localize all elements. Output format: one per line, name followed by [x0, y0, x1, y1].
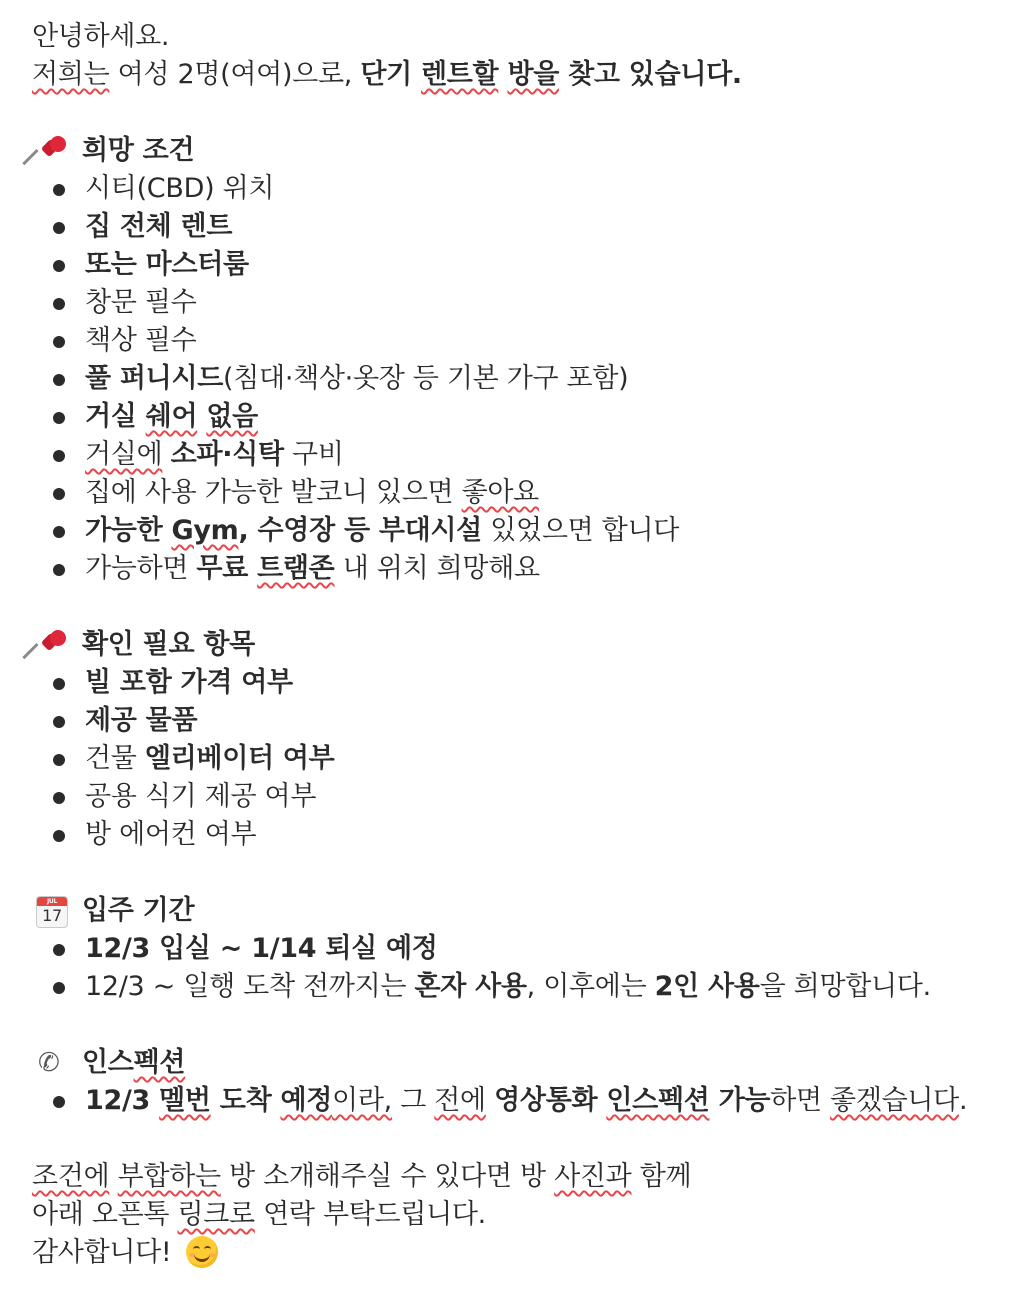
pushpin-icon: [32, 626, 72, 664]
list-item-text: 공용 식기 제공 여부: [85, 781, 317, 812]
list-item-text: 가능하면: [85, 553, 197, 584]
thanks-text: 감사합니다!: [32, 1237, 172, 1268]
list-item-text: 하면: [770, 1085, 831, 1116]
closing-text: 연락 부탁드립니다.: [254, 1199, 486, 1230]
list-item-text: 을 희망합니다.: [759, 971, 931, 1002]
list-item-text: 내 위치 희망해요: [334, 553, 540, 584]
list-item-text: 있었으면 합니다: [481, 515, 680, 546]
list-item-text: (침대·책상·옷장 등 기본 가구 포함): [223, 363, 629, 394]
list-item-text: [162, 439, 170, 470]
calendar-icon: [32, 892, 72, 930]
closing-text: 조건에: [32, 1161, 110, 1192]
closing-text: 부합하는: [117, 1161, 221, 1192]
list-item-text: 도착: [210, 1085, 281, 1116]
list-item-text: 무료: [196, 553, 258, 584]
list-item-text: [486, 1085, 494, 1116]
list-item-text: 12/3: [85, 1085, 160, 1116]
list-item-text: , 수영장 등 부대시설: [238, 515, 482, 546]
closing-text: [109, 1161, 117, 1192]
conditions-title: 희망 조건: [82, 135, 195, 166]
intro-emphasis: 방을: [507, 59, 560, 90]
list-item: [32, 664, 1014, 702]
list-item-text: 멜번: [159, 1085, 211, 1116]
list-item-text: 전에: [434, 1085, 486, 1116]
intro-emphasis: 렌트할: [420, 59, 499, 90]
list-item: [32, 284, 1014, 322]
period-heading: [32, 892, 1014, 930]
list-item-text: 책상 필수: [85, 325, 197, 356]
inspection-title: [82, 1044, 185, 1082]
list-item-text: 또는 마스터룸: [85, 249, 249, 280]
list-item-text: , 이후에는: [526, 971, 655, 1002]
list-item-text: 풀 퍼니시드: [85, 363, 224, 394]
closing-line: [32, 1234, 1014, 1272]
list-item-text: 창문 필수: [85, 287, 197, 318]
list-item-text: 예정: [280, 1085, 333, 1116]
list-item: [32, 360, 1014, 398]
list-item-text: 엘리베이터 여부: [144, 743, 335, 774]
list-item: [32, 170, 1014, 208]
list-item: [32, 436, 1014, 474]
list-item-text: 방 에어컨 여부: [85, 819, 257, 850]
list-item-text: 거실에: [85, 439, 163, 470]
list-item-text: 인스펙션: [606, 1085, 710, 1116]
list-item-text: 가능한: [85, 515, 172, 546]
check-heading: [32, 626, 1014, 664]
conditions-list: [32, 170, 1014, 588]
list-item-text: 2인 사용: [654, 971, 760, 1002]
pushpin-icon: [32, 132, 72, 170]
check-list: [32, 664, 1014, 854]
closing-line: [32, 1196, 1014, 1234]
list-item: [32, 208, 1014, 246]
list-item-text: 트램존: [257, 553, 335, 584]
list-item-text: 혼자 사용: [414, 971, 527, 1002]
list-item-text: 제공 물품: [85, 705, 198, 736]
list-item-text: 집에 사용 가능한 발코니 있으면: [85, 477, 462, 508]
greeting-line: [32, 18, 1014, 56]
list-item-text: 가능: [709, 1085, 771, 1116]
list-item: [32, 778, 1014, 816]
list-item-text: 이라,: [332, 1085, 392, 1116]
list-item-text: 그: [391, 1085, 435, 1116]
list-item-text: 건물: [85, 743, 145, 774]
list-item: [32, 474, 1014, 512]
list-item: [32, 550, 1014, 588]
closing-text: 사진과: [554, 1161, 632, 1192]
list-item-text: 12/3 ~ 일행 도착 전까지는: [85, 971, 415, 1002]
period-title: 입주 기간: [82, 895, 195, 926]
list-item-text: 시티(CBD) 위치: [85, 173, 275, 204]
intro-text: 여성 2명(여여)으로,: [109, 59, 361, 90]
list-item: [32, 702, 1014, 740]
list-item-text: 영상통화: [494, 1085, 607, 1116]
list-item-text: 구비: [283, 439, 344, 470]
list-item: [32, 930, 1014, 968]
phone-icon: ✆: [38, 1048, 60, 1078]
list-item: [32, 740, 1014, 778]
calendar-day: 17: [42, 906, 62, 925]
period-list: [32, 930, 1014, 1006]
inspection-title-part: 인스: [82, 1047, 134, 1078]
check-title: 확인 필요 항목: [82, 629, 255, 660]
list-item-text: [197, 401, 206, 432]
list-item-text: Gym: [171, 515, 239, 546]
list-item-text: 좋겠습니다: [830, 1085, 959, 1116]
greeting-text: 안녕하세요.: [32, 21, 170, 52]
list-item: [32, 1082, 1014, 1120]
intro-emphasis: 찾고 있습니다.: [559, 59, 742, 90]
list-item: [32, 246, 1014, 284]
list-item: [32, 322, 1014, 360]
list-item-text: 12/3 입실 ~ 1/14 퇴실 예정: [85, 933, 438, 964]
closing-line: [32, 1158, 1014, 1196]
closing-text: 링크로: [177, 1199, 255, 1230]
list-item-text: 집 전체 렌트: [85, 211, 233, 242]
list-item-text: 쉐어: [145, 401, 198, 432]
inspection-heading: [32, 1044, 1014, 1082]
conditions-heading: [32, 132, 1014, 170]
list-item-text: 없음: [206, 401, 258, 432]
list-item: [32, 968, 1014, 1006]
intro-emphasis: 단기: [360, 59, 421, 90]
inspection-list: [32, 1082, 1014, 1120]
list-item: [32, 816, 1014, 854]
list-item-text: 소파·식탁: [170, 439, 284, 470]
list-item-text: 거실: [85, 401, 146, 432]
list-item-text: .: [958, 1085, 968, 1116]
list-item: [32, 398, 1014, 436]
intro-line: [32, 56, 1014, 94]
list-item-text: 빌 포함 가격 여부: [85, 667, 293, 698]
closing-text: 방 소개해주실 수 있다면 방: [220, 1161, 555, 1192]
calendar-month: JUL: [37, 897, 67, 906]
inspection-title-part: 펙션: [133, 1047, 186, 1078]
intro-text: 저희는: [32, 59, 110, 90]
list-item: [32, 512, 1014, 550]
closing-text: 함께: [631, 1161, 692, 1192]
closing-text: 아래 오픈톡: [32, 1199, 178, 1230]
smiling-face-icon: [186, 1236, 218, 1268]
list-item-text: 좋아요: [461, 477, 539, 508]
